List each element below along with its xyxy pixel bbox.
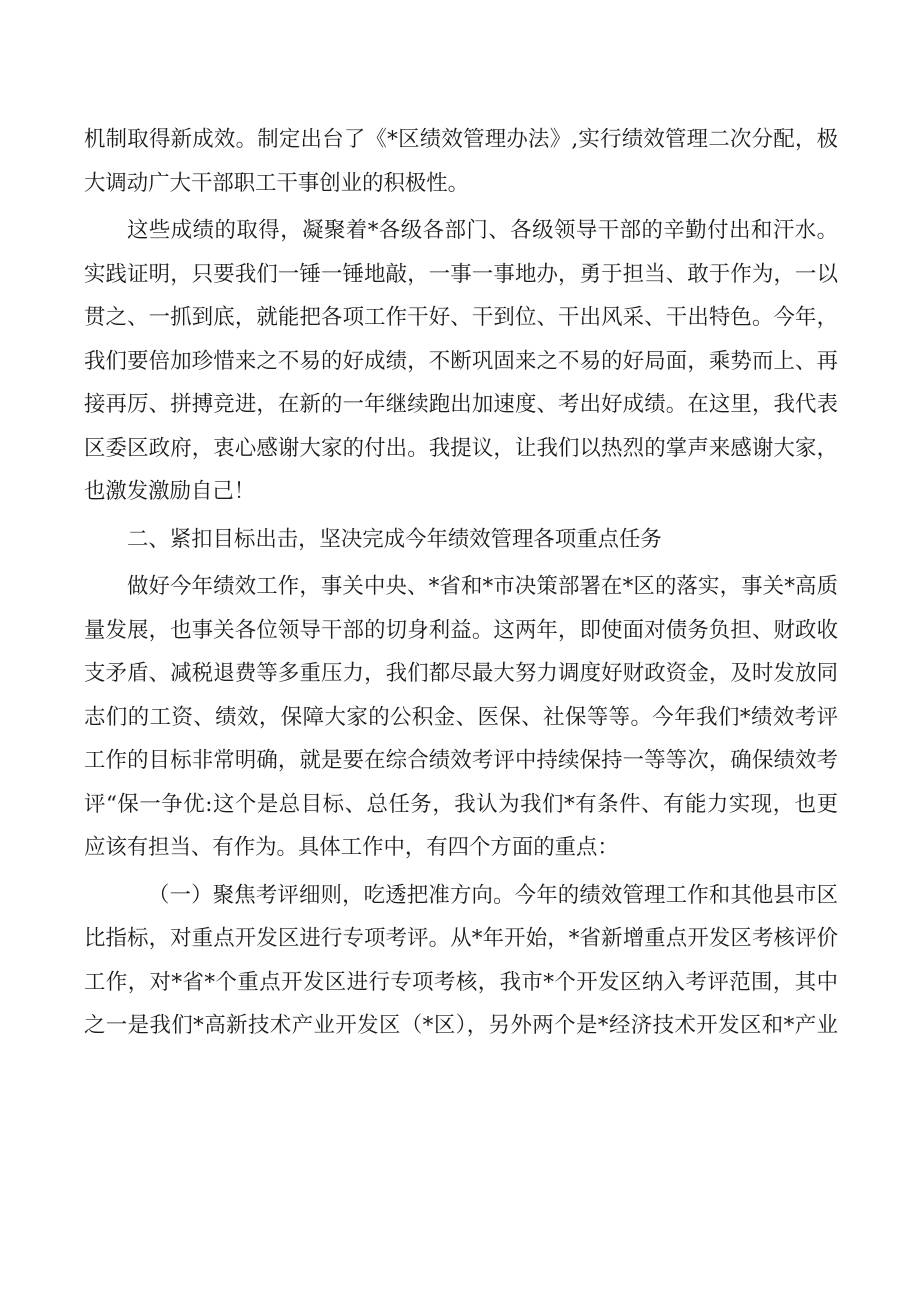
text-line: 也激发激励自己！ [84, 479, 256, 504]
text-line: 应该有担当、有作为。具体工作中，有四个方面的重点： [84, 835, 619, 860]
paragraph-achievements [84, 209, 838, 514]
paragraph-goals [84, 565, 838, 870]
text-line: 区委区政府，衷心感谢大家的付出。我提议，让我们以热烈的掌声来感谢大家， [84, 435, 838, 461]
text-line: 这些成绩的取得，凝聚着*各级各部门、各级领导干部的辛勤付出和汗水。 [127, 218, 838, 243]
paragraph-subsection-one [84, 874, 838, 1048]
paragraph-continuation [84, 118, 838, 205]
document-page [84, 118, 838, 1048]
text-line: 做好今年绩效工作，事关中央、*省和*市决策部署在*区的落实，事关*高质 [127, 574, 838, 599]
text-line: 量发展，也事关各位领导干部的切身利益。这两年，即使面对债务负担、财政收 [84, 617, 838, 643]
text-line: 机制取得新成效。制定出台了《*区绩效管理办法》,实行绩效管理二次分配，极 [84, 127, 838, 152]
text-line: 支矛盾、减税退费等多重压力，我们都尽最大努力调度好财政资金，及时发放同 [84, 661, 838, 686]
text-line: 贯之、一抓到底，就能把各项工作干好、干到位、干出风采、干出特色。今年， [84, 305, 838, 330]
text-line: 工作的目标非常明确，就是要在综合绩效考评中持续保持一等等次，确保绩效考 [84, 748, 838, 773]
text-line: 比指标，对重点开发区进行专项考评。从*年开始，*省新增重点开发区考核评价 [84, 926, 838, 951]
text-line: 实践证明，只要我们一锤一锤地敲，一事一事地办，勇于担当、敢于作为，一以 [84, 261, 838, 287]
text-line: （一）聚焦考评细则，吃透把准方向。今年的绩效管理工作和其他县市区 [148, 882, 838, 908]
section-heading [84, 518, 838, 562]
text-line: 工作，对*省*个重点开发区进行专项考核，我市*个开发区纳入考评范围，其中 [84, 969, 838, 995]
text-line: 接再厉、拼搏竞进，在新的一年继续跑出加速度、考出好成绩。在这里，我代表 [84, 392, 838, 417]
heading-line: 二、紧扣目标出击，坚决完成今年绩效管理各项重点任务 [127, 526, 662, 552]
text-line: 评“保一争优:这个是总目标、总任务，我认为我们*有条件、有能力实现，也更 [84, 791, 838, 817]
text-line: 我们要倍加珍惜来之不易的好成绩，不断巩固来之不易的好局面，乘势而上、再 [84, 348, 838, 374]
text-line: 大调动广大干部职工干事创业的积极性。 [84, 170, 470, 196]
text-line: 志们的工资、绩效，保障大家的公积金、医保、社保等等。今年我们*绩效考评 [84, 704, 838, 730]
text-line: 之一是我们*高新技术产业开发区（*区），另外两个是*经济技术开发区和*产业 [84, 1013, 838, 1038]
